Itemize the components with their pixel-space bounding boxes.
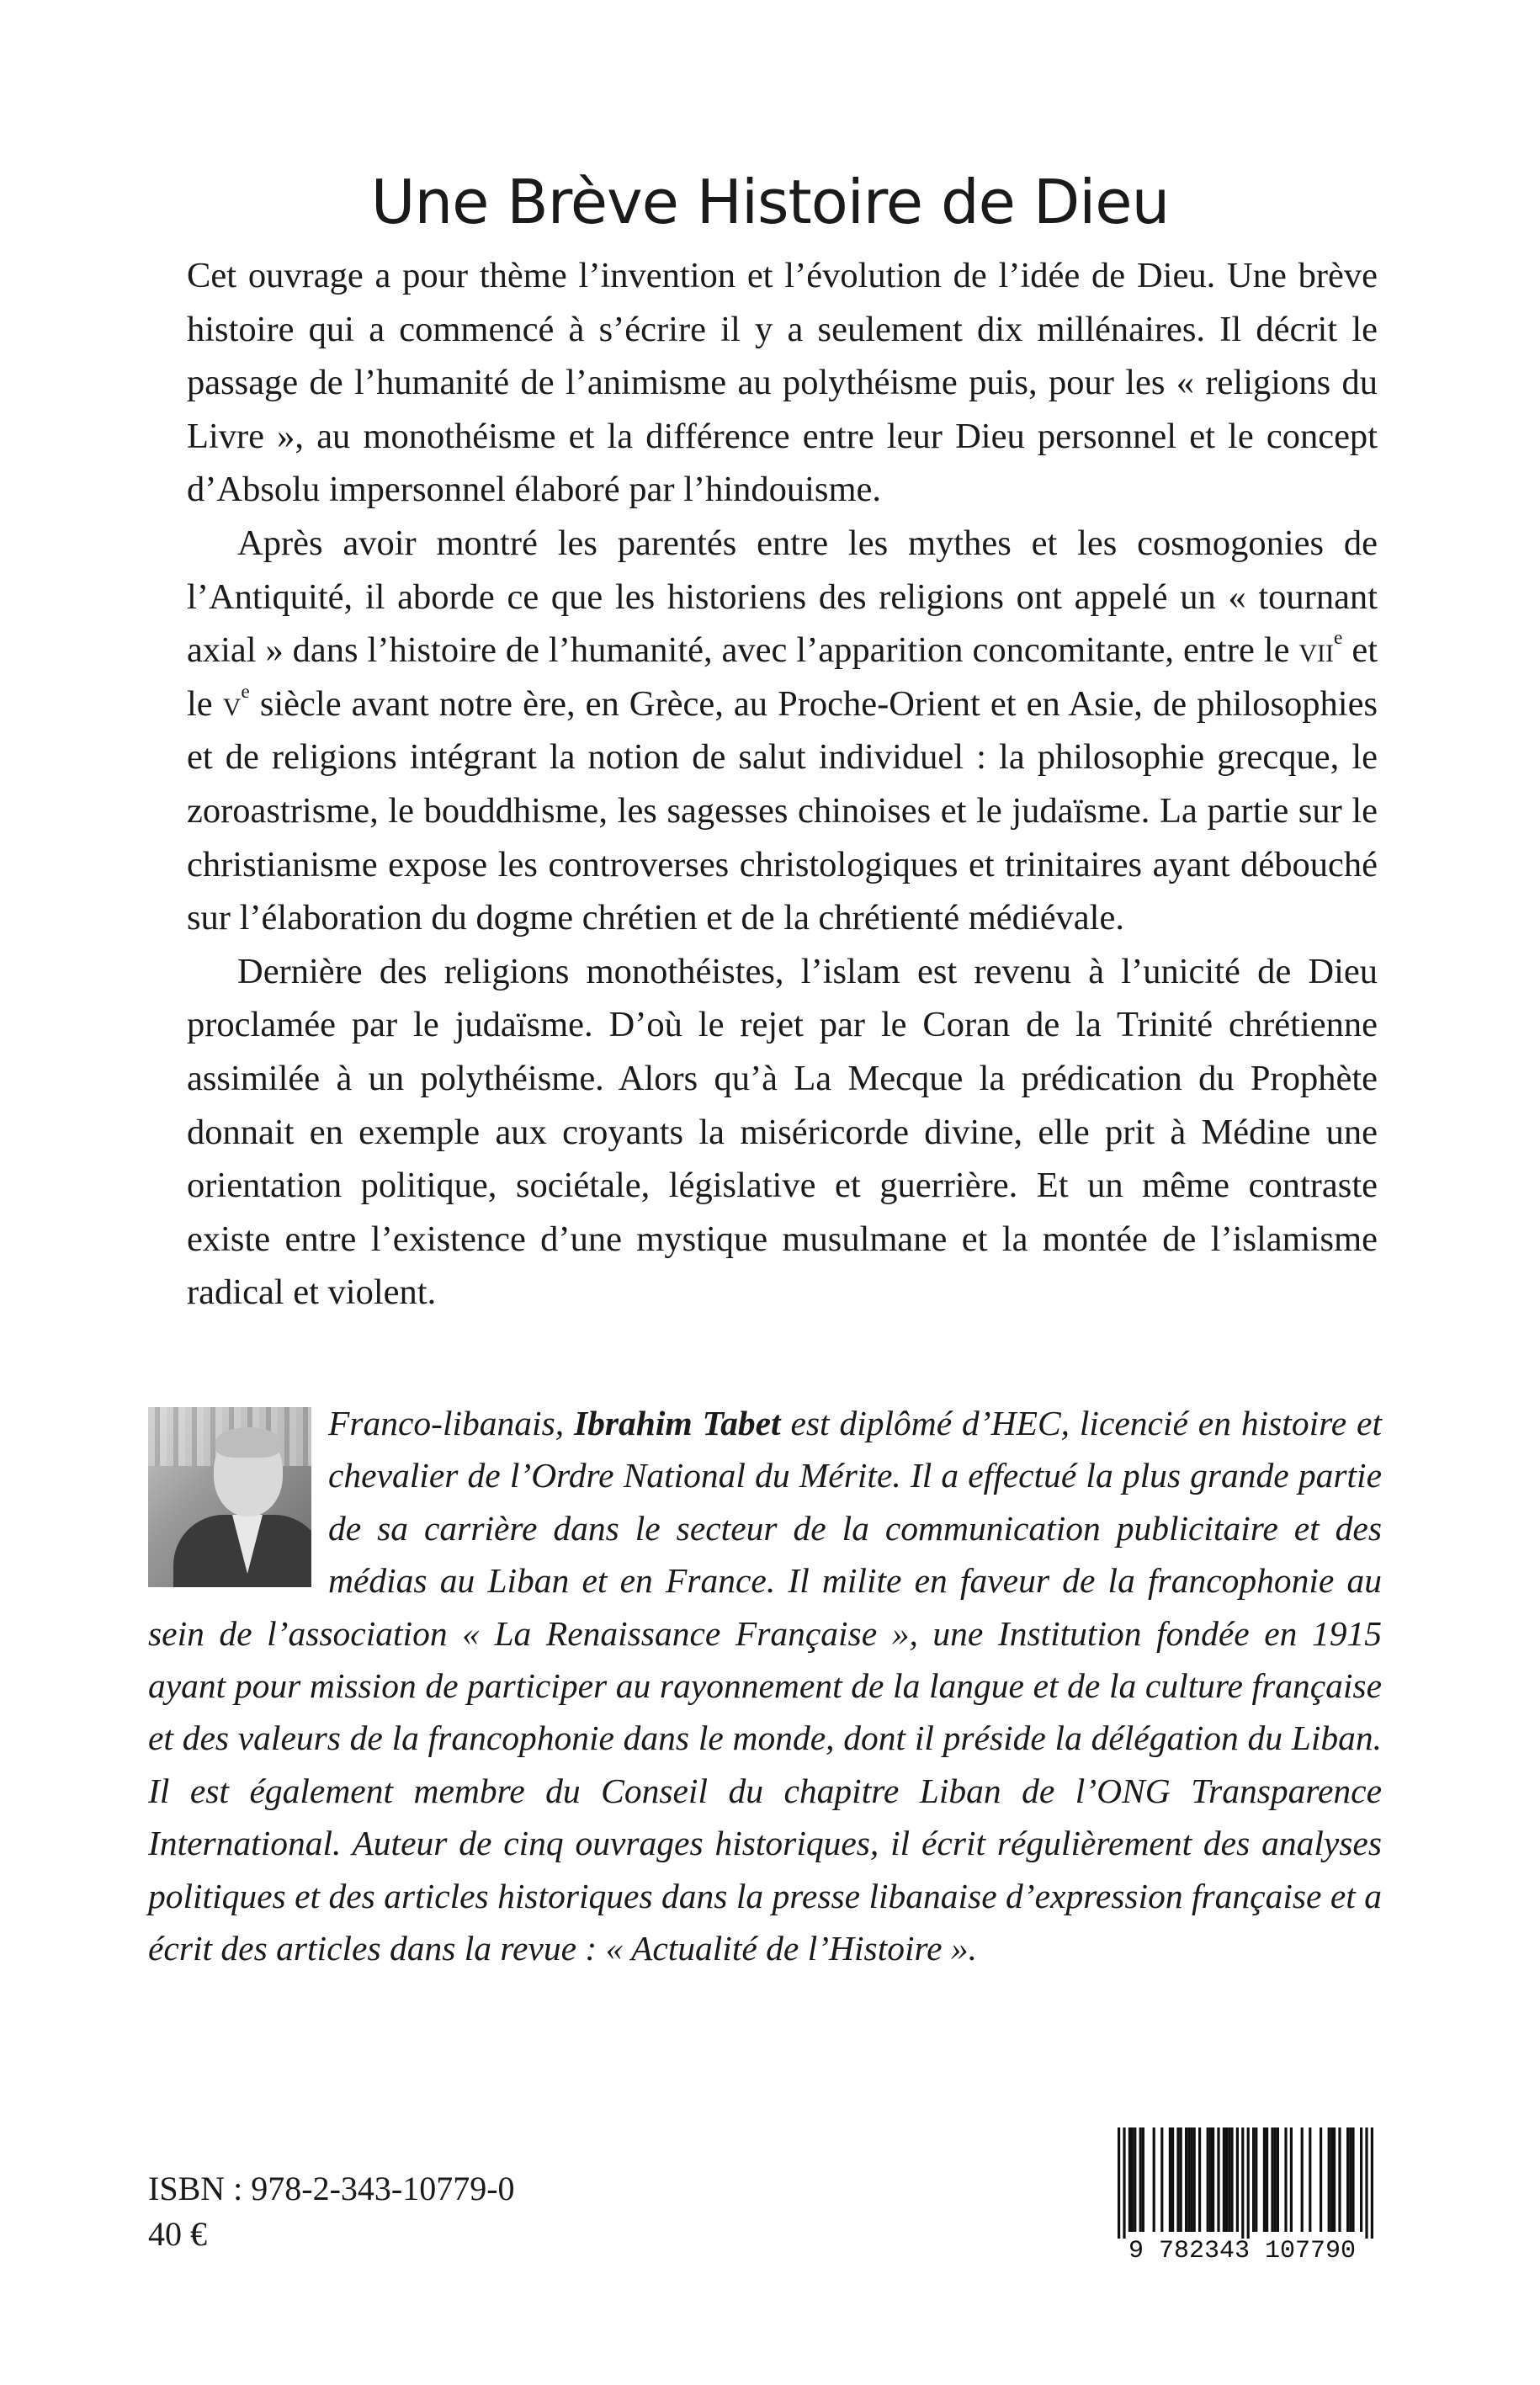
barcode-bar xyxy=(1212,2127,1214,2232)
author-bio xyxy=(148,1397,1382,1974)
barcode-bar xyxy=(1193,2127,1196,2232)
blurb-p2-text-c: siècle avant notre ère, en Grèce, au Proche-Orient et en Asie, de philosophies et de religions intégrant la notion de salut individuel : la philosophie grecque, le zoroastrisme, le bouddhisme, les sagesses chinoises et le judaïsme. La partie sur le christianisme expose les controverses christologiques et trinitaires ayant débouché sur l’élaboration du dogme chrétien et de la chrétienté médiévale. xyxy=(187,683,1378,938)
bio-body: est diplômé d’HEC, licencié en histoire et chevalier de l’Ordre National du Mérite. Il a effectué la plus grande partie de sa carrière dans le secteur de la communication publicitaire et des médias au Liban et en France. Il milite en faveur de la francophonie au sein de l’association « La Renaissance Française », une Institution fondée en 1915 ayant pour mission de participer au rayonnement de la langue et de la culture française et des valeurs de la francophonie dans le monde, dont il préside la délégation du Liban. Il est également membre du Conseil du chapitre Liban de l’ONG Transparence International. Auteur de cinq ouvrages historiques, il écrit régulièrement des analyses politiques et des articles historiques dans la presse libanaise d’expression française et a écrit des articles dans la revue : « Actualité de l’Histoire ». xyxy=(148,1404,1382,1968)
barcode xyxy=(1092,2122,1392,2264)
book-title: Une Brève Histoire de Dieu xyxy=(370,167,1170,238)
isbn: ISBN : 978-2-343-10779-0 xyxy=(148,2170,515,2207)
barcode-bar xyxy=(1255,2127,1257,2232)
barcode-bar xyxy=(1252,2127,1255,2232)
author-bio-text xyxy=(148,1397,1382,1974)
barcode-bar xyxy=(1333,2127,1336,2232)
barcode-bar xyxy=(1301,2127,1304,2232)
barcode-bar xyxy=(1169,2127,1171,2232)
barcode-bar xyxy=(1338,2127,1341,2232)
barcode-bar xyxy=(1134,2127,1136,2232)
barcode-bar xyxy=(1142,2127,1144,2232)
barcode-bar xyxy=(1330,2127,1333,2232)
barcode-bar xyxy=(1228,2127,1230,2232)
author-bio-section xyxy=(148,1397,1382,1974)
barcode-bar xyxy=(1346,2127,1349,2232)
blurb-p2-text-b: et le xyxy=(187,630,1378,724)
barcode-bar xyxy=(1271,2127,1273,2232)
price: 40 € xyxy=(148,2215,207,2253)
blurb-paragraph-2 xyxy=(187,517,1378,945)
barcode-bar xyxy=(1360,2127,1362,2232)
barcode-bar xyxy=(1277,2127,1279,2232)
barcode-bar xyxy=(1225,2127,1228,2232)
barcode-bar xyxy=(1351,2127,1354,2232)
barcode-bar xyxy=(1171,2127,1174,2232)
barcode-bar xyxy=(1320,2127,1322,2232)
barcode-bar xyxy=(1190,2127,1192,2232)
century-seventh-sup: e xyxy=(1334,627,1343,650)
barcode-bar xyxy=(1236,2127,1239,2232)
blurb-p2-text-a: Après avoir montré les parentés entre les mythes et les cosmogonies de l’Antiquité, il aborde ce que les historiens des religions ont appelé un « tournant axial » dans l’histoire de l’humanité, avec l’apparition concomitante, entre le xyxy=(187,523,1378,671)
barcode-bar xyxy=(1160,2127,1163,2232)
barcode-bar xyxy=(1284,2127,1287,2232)
barcode-bar xyxy=(1241,2127,1244,2239)
barcode-bar xyxy=(1274,2127,1277,2232)
barcode-bar xyxy=(1128,2127,1131,2232)
bio-intro: Franco-libanais, xyxy=(328,1404,574,1442)
author-photo xyxy=(148,1407,311,1587)
barcode-bar xyxy=(1328,2127,1330,2232)
barcode-bar xyxy=(1223,2127,1225,2232)
barcode-bar xyxy=(1180,2127,1182,2232)
barcode-bar xyxy=(1247,2127,1250,2239)
author-name: Ibrahim Tabet xyxy=(574,1404,781,1442)
barcode-bar xyxy=(1185,2127,1187,2232)
century-fifth-sup: e xyxy=(241,680,250,703)
barcode-bar xyxy=(1123,2127,1125,2239)
barcode-bar xyxy=(1263,2127,1266,2232)
barcode-bar xyxy=(1290,2127,1293,2232)
barcode-digits: 9 782343 107790 xyxy=(1128,2237,1357,2264)
barcode-bar xyxy=(1131,2127,1134,2232)
barcode-graphic xyxy=(1092,2122,1392,2264)
century-fifth: v xyxy=(222,683,242,724)
barcode-bar xyxy=(1153,2127,1155,2232)
barcode-bar xyxy=(1230,2127,1233,2232)
blurb-paragraph-1: Cet ouvrage a pour thème l’invention et l’évolution de l’idée de Dieu. Une brève histoire qui a commencé à s’écrire il y a seulement dix millénaires. Il décrit le passage de l’humanité de l’animisme au polythéisme puis, pour les « religions du Livre », au monothéisme et la différence entre leur Dieu personnel et le concept d’Absolu impersonnel élaboré par l’hindouisme. xyxy=(187,256,1378,510)
barcode-bar xyxy=(1207,2127,1209,2232)
barcode-bar xyxy=(1266,2127,1268,2232)
barcode-bar xyxy=(1217,2127,1219,2232)
barcode-bar xyxy=(1198,2127,1201,2232)
barcode-bar xyxy=(1187,2127,1190,2232)
barcode-bar xyxy=(1309,2127,1311,2232)
barcode-bar xyxy=(1176,2127,1179,2232)
barcode-bar xyxy=(1365,2127,1367,2239)
barcode-bar xyxy=(1209,2127,1212,2232)
barcode-bar xyxy=(1118,2127,1120,2239)
blurb-paragraph-3: Dernière des religions monothéistes, l’islam est revenu à l’unicité de Dieu proclamée par le judaïsme. D’où le rejet par le Coran de la Trinité chrétienne assimilée à un polythéisme. Alors qu’à La Mecque la prédication du Prophète donnait en exemple aux croyants la miséricorde divine, elle prit à Médine une orientation politique, sociétale, législative et guerrière. Et un même contraste existe entre l’existence d’une mystique musulmane et la montée de l’islamisme radical et violent. xyxy=(187,951,1378,1313)
barcode-bar xyxy=(1371,2127,1373,2239)
barcode-bar xyxy=(1139,2127,1142,2232)
barcode-bar xyxy=(1349,2127,1351,2232)
century-seventh: vii xyxy=(1298,630,1335,671)
book-blurb xyxy=(187,249,1378,1320)
